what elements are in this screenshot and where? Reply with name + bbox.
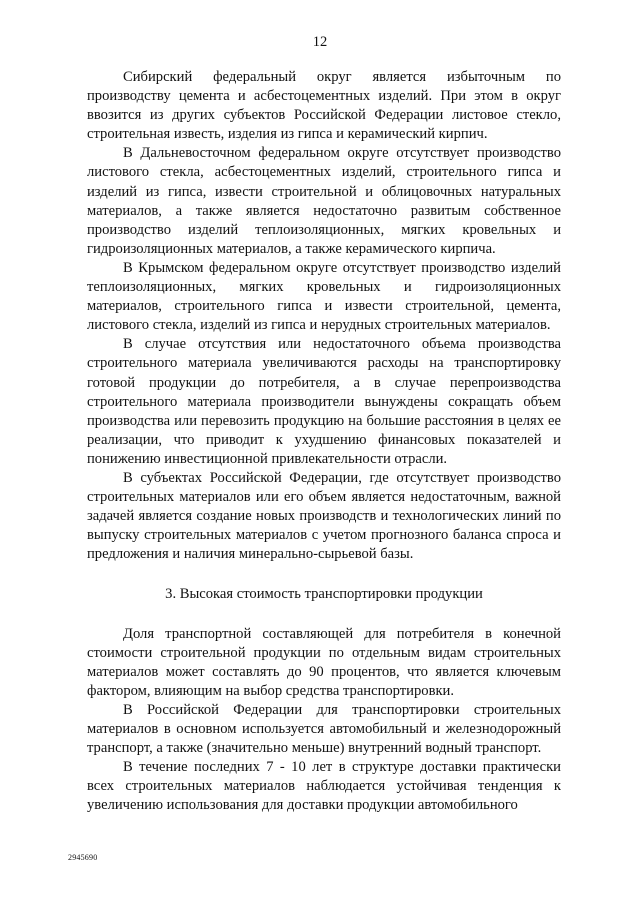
paragraph-crimean-district: В Крымском федеральном округе отсутствует производство изделий теплоизоляционных, мягких кровельных и гидроизоляционных материалов, строительного гипса и извести строительной, цемента, листового стекла, изделий из гипса и нерудных строительных материалов. — [87, 259, 561, 334]
page-number: 12 — [312, 34, 328, 50]
paragraph-new-production-lines: В субъектах Российской Федерации, где отсутствует производство строительных материалов или его объем является недостаточным, важной задачей является создание новых производств и технологических линий по выпуску строительных материалов с учетом прогнозного баланса спроса и предложения и наличия минерально-сырьевой базы. — [87, 469, 561, 563]
paragraph-transport-modes: В Российской Федерации для транспортировки строительных материалов в основном используется автомобильный и железнодорожный транспорт, а также (значительно меньше) внутренний водный транспорт. — [87, 701, 561, 757]
document-id: 2945690 — [68, 853, 98, 862]
paragraph-delivery-trend: В течение последних 7 - 10 лет в структуре доставки практически всех строительных материалов наблюдается устойчивая тенденция к увеличению использования для доставки продукции автомобильного — [87, 759, 561, 814]
paragraph-insufficient-production: В случае отсутствия или недостаточного объема производства строительного материала увеличиваются расходы на транспортировку готовой продукции до потребителя, а в случае перепроизводства строительного материала производители вынуждены сокращать объем производства или перевозить продукцию на большие расстояния в целях ее реализации, что приводит к ухудшению финансовых показателей и понижению инвестиционной привлекательности отрасли. — [87, 336, 561, 467]
document-body — [87, 68, 561, 815]
paragraph-transport-share: Доля транспортной составляющей для потребителя в конечной стоимости строительной продукции по отдельным видам строительных материалов может составлять до 90 процентов, что является ключевым фактором, влияющим на выбор средства транспортировки. — [87, 625, 561, 699]
paragraph-siberian-district: Сибирский федеральный округ является избыточным по производству цемента и асбестоцементных изделий. При этом в округ ввозится из других субъектов Российской Федерации листовое стекло, строительная известь, изделия из гипса и керамический кирпич. — [87, 69, 561, 143]
paragraph-far-east-district: В Дальневосточном федеральном округе отсутствует производство листового стекла, асбестоцементных изделий, строительного гипса и изделий из гипса, извести строительной и облицовочных натуральных материалов, а также является недостаточно развитым собственное производство изделий теплоизоляционных, мягких кровельных и гидроизоляционных материалов, а также керамического кирпича. — [87, 145, 561, 257]
section-heading: 3. Высокая стоимость транспортировки продукции — [165, 586, 483, 603]
